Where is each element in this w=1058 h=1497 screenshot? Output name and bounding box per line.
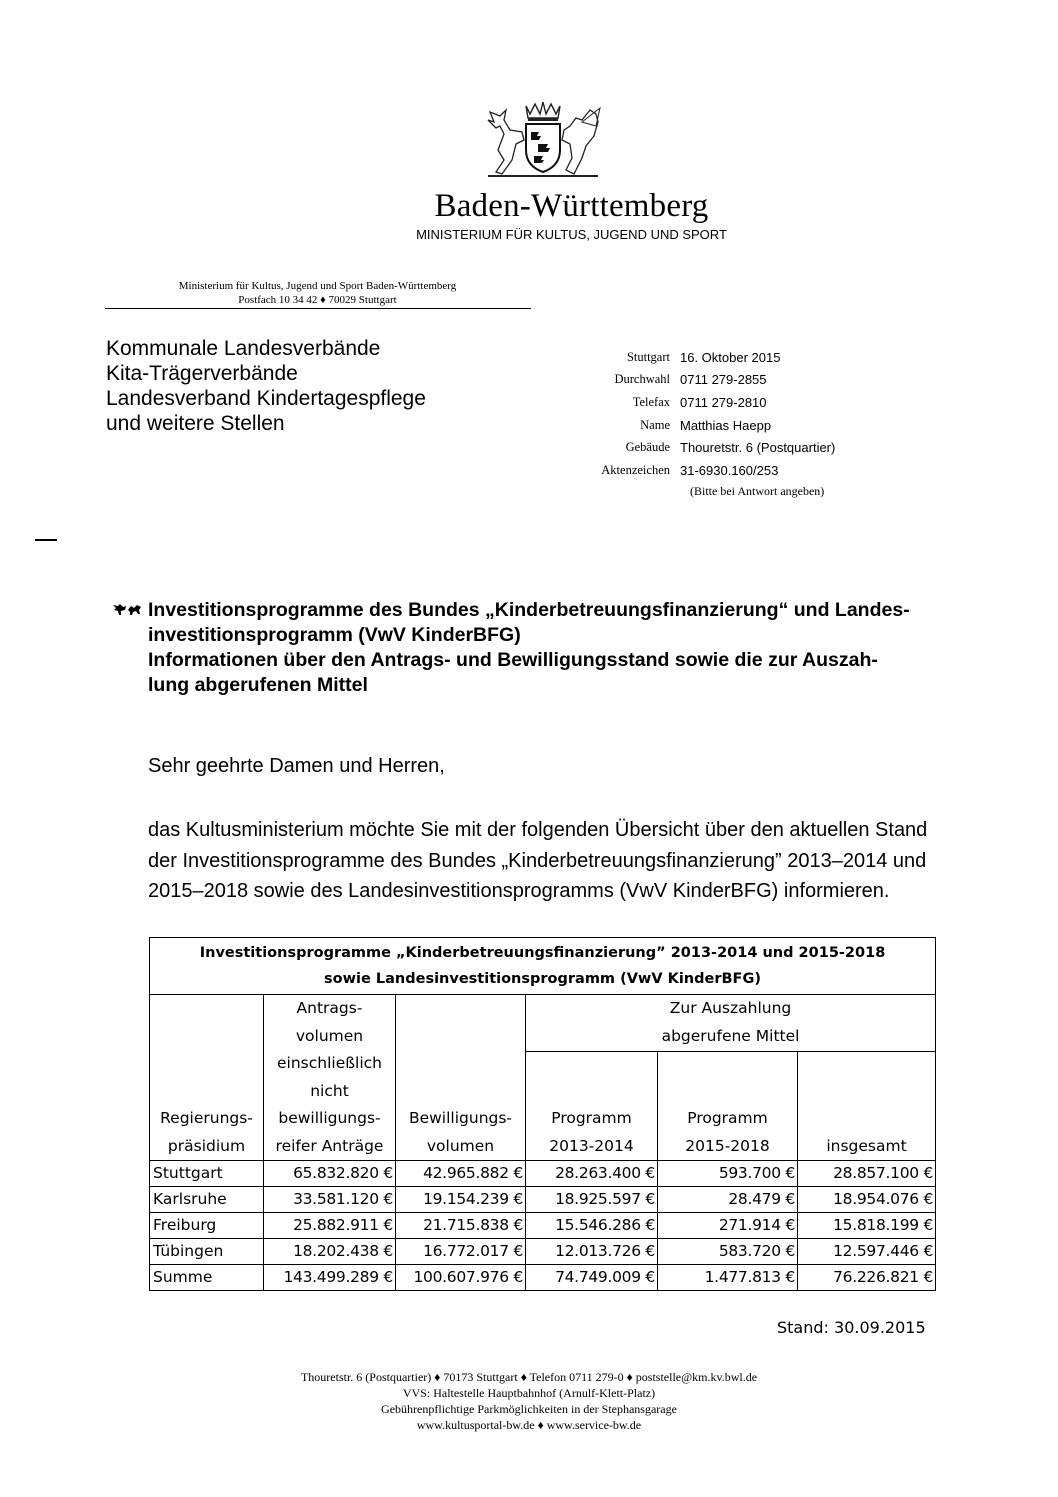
table-title-line-2: sowie Landesinvestitionsprogramm (VwV KinderBFG): [324, 971, 761, 987]
recipient-line: Landesverband Kindertagespflege: [106, 387, 426, 410]
header-line: 2015-2018: [685, 1136, 770, 1155]
header-region: [150, 995, 264, 1161]
state-name: Baden-Württemberg: [434, 188, 709, 224]
table-title: [150, 938, 936, 995]
salutation: Sehr geehrte Damen und Herren,: [148, 755, 445, 777]
cell-antrag: 65.832.820 €: [264, 1161, 396, 1187]
meta-row: [540, 436, 835, 459]
body-line: 2015–2018 sowie des Landesinvestitionsprogramms (VwV KinderBFG) informieren.: [148, 880, 890, 902]
sender-line-1: Ministerium für Kultus, Jugend und Sport Baden-Württemberg: [178, 280, 457, 292]
header-program-2013: [526, 1052, 658, 1161]
subject-line: investitionsprogramm (VwV KinderBFG): [148, 624, 521, 646]
investment-table: [149, 937, 936, 1291]
meta-row: [540, 414, 835, 437]
reference-hint: (Bitte bei Antwort angeben): [690, 484, 825, 498]
footer-line: VVS: Haltestelle Hauptbahnhof (Arnulf-Klett-Platz): [402, 1386, 656, 1400]
header-line: volumen: [426, 1136, 495, 1155]
table-sum-row: [150, 1265, 936, 1291]
subject-line: Investitionsprogramme des Bundes „Kinderbetreuungsfinanzierung“ und Landes-: [148, 599, 910, 621]
cell-prog2: 271.914 €: [658, 1213, 798, 1239]
table-row: [150, 1187, 936, 1213]
subject-line: Informationen über den Antrags- und Bewilligungsstand sowie die zur Auszah-: [148, 649, 878, 671]
cell-total: 18.954.076 €: [798, 1187, 936, 1213]
header-program-2015: [658, 1052, 798, 1161]
meta-value: Matthias Haepp: [680, 417, 772, 433]
body-line: der Investitionsprogramme des Bundes „Kinderbetreuungsfinanzierung” 2013–2014 und: [148, 849, 927, 872]
cell-bewilligung: 21.715.838 €: [396, 1213, 526, 1239]
sender-address: [105, 279, 530, 307]
cell-prog1: 12.013.726 €: [526, 1239, 658, 1265]
sender-line-2: Postfach 10 34 42 ♦ 70029 Stuttgart: [238, 294, 397, 306]
cell-prog2: 583.720 €: [658, 1239, 798, 1265]
coat-of-arms-logo: [478, 100, 608, 182]
meta-row: [540, 346, 835, 369]
meta-label: Gebäude: [625, 440, 670, 455]
cell-bewilligung: 16.772.017 €: [396, 1239, 526, 1265]
meta-row: [540, 391, 835, 414]
cell-region: Tübingen: [150, 1239, 264, 1265]
letter-meta: [540, 346, 835, 482]
meta-value: 0711 279-2855: [680, 372, 767, 388]
recipient-line: Kita-Trägerverbände: [106, 362, 298, 385]
table-row: [150, 1161, 936, 1187]
cell-prog1: 15.546.286 €: [526, 1213, 658, 1239]
cell-region: Freiburg: [150, 1213, 264, 1239]
meta-value: Thouretstr. 6 (Postquartier): [680, 440, 836, 456]
header-antragsvolumen: [264, 995, 396, 1161]
cell-antrag: 25.882.911 €: [264, 1213, 396, 1239]
footer-line: Thouretstr. 6 (Postquartier) ♦ 70173 Stuttgart ♦ Telefon 0711 279-0 ♦ poststelle@km.kv.bwl.de: [300, 1370, 758, 1384]
sender-divider: [105, 308, 531, 309]
header-line: 2013-2014: [549, 1136, 634, 1155]
cell-total: 76.226.821 €: [798, 1265, 936, 1291]
meta-label: Aktenzeichen: [601, 462, 670, 477]
header-line: Bewilligungs-: [408, 1109, 513, 1127]
footer-line: www.kultusportal-bw.de ♦ www.service-bw.de: [416, 1418, 642, 1432]
cell-total: 28.857.100 €: [798, 1161, 936, 1187]
cell-antrag: 33.581.120 €: [264, 1187, 396, 1213]
meta-row: [540, 459, 835, 482]
recipient-block: [106, 336, 426, 436]
cell-prog2: 28.479 €: [658, 1187, 798, 1213]
body-line: das Kultusministerium möchte Sie mit der folgenden Übersicht über den aktuellen Stand: [148, 819, 928, 841]
cell-bewilligung: 19.154.239 €: [396, 1187, 526, 1213]
ministry-name: MINISTERIUM FÜR KULTUS, JUGEND UND SPORT: [416, 227, 727, 242]
header-total: insgesamt: [798, 1052, 936, 1161]
cell-region: Summe: [150, 1265, 264, 1291]
meta-label: Telefax: [632, 394, 670, 409]
cell-prog1: 74.749.009 €: [526, 1265, 658, 1291]
cell-total: 15.818.199 €: [798, 1213, 936, 1239]
header-line: Programm: [551, 1109, 632, 1127]
stag-lion-icon: [112, 602, 142, 616]
header-line: Programm: [687, 1109, 768, 1127]
table-row: [150, 1213, 936, 1239]
cell-prog1: 28.263.400 €: [526, 1161, 658, 1187]
cell-prog2: 593.700 €: [658, 1161, 798, 1187]
meta-value: 0711 279-2810: [680, 394, 767, 410]
cell-bewilligung: 100.607.976 €: [396, 1265, 526, 1291]
table-title-row: [150, 938, 936, 995]
header-line: einschließlich: [277, 1054, 382, 1072]
table-header-row: [150, 995, 936, 1052]
cell-prog1: 18.925.597 €: [526, 1187, 658, 1213]
meta-row: [540, 369, 835, 392]
header-line: volumen: [295, 1026, 364, 1045]
cell-total: 12.597.446 €: [798, 1239, 936, 1265]
header-line: abgerufene Mittel: [661, 1026, 800, 1045]
subject-line: lung abgerufenen Mittel: [148, 674, 368, 696]
header-line: Antrags-: [296, 999, 363, 1017]
recipient-line: und weitere Stellen: [106, 412, 285, 435]
meta-label: Durchwahl: [614, 372, 670, 387]
cell-prog2: 1.477.813 €: [658, 1265, 798, 1291]
header-bewilligungsvolumen: [396, 995, 526, 1161]
header-line: nicht: [310, 1081, 349, 1100]
header-line: reifer Anträge: [275, 1136, 384, 1155]
cell-bewilligung: 42.965.882 €: [396, 1161, 526, 1187]
cell-region: Stuttgart: [150, 1161, 264, 1187]
meta-label: Stuttgart: [626, 349, 670, 364]
cell-antrag: 18.202.438 €: [264, 1239, 396, 1265]
table-title-line-1: Investitionsprogramme „Kinderbetreuungsfinanzierung” 2013-2014 und 2015-2018: [199, 945, 886, 961]
meta-value: 16. Oktober 2015: [680, 349, 781, 365]
recipient-line: Kommunale Landesverbände: [106, 337, 381, 360]
meta-label: Name: [640, 417, 670, 432]
header-line: bewilligungs-: [278, 1109, 381, 1127]
header-line: Regierungs-: [160, 1109, 253, 1127]
table-row: [150, 1239, 936, 1265]
header-line: Zur Auszahlung: [669, 999, 792, 1017]
fold-mark: [35, 539, 57, 541]
footer: [0, 1369, 1058, 1433]
header-line: präsidium: [167, 1136, 246, 1155]
cell-antrag: 143.499.289 €: [264, 1265, 396, 1291]
meta-value: 31-6930.160/253: [680, 462, 779, 478]
status-date: Stand: 30.09.2015: [777, 1318, 926, 1337]
body-text: [148, 815, 1008, 907]
footer-line: Gebührenpflichtige Parkmöglichkeiten in der Stephansgarage: [381, 1402, 677, 1416]
cell-region: Karlsruhe: [150, 1187, 264, 1213]
subject: [148, 598, 998, 698]
header-payout-group: [526, 995, 936, 1052]
